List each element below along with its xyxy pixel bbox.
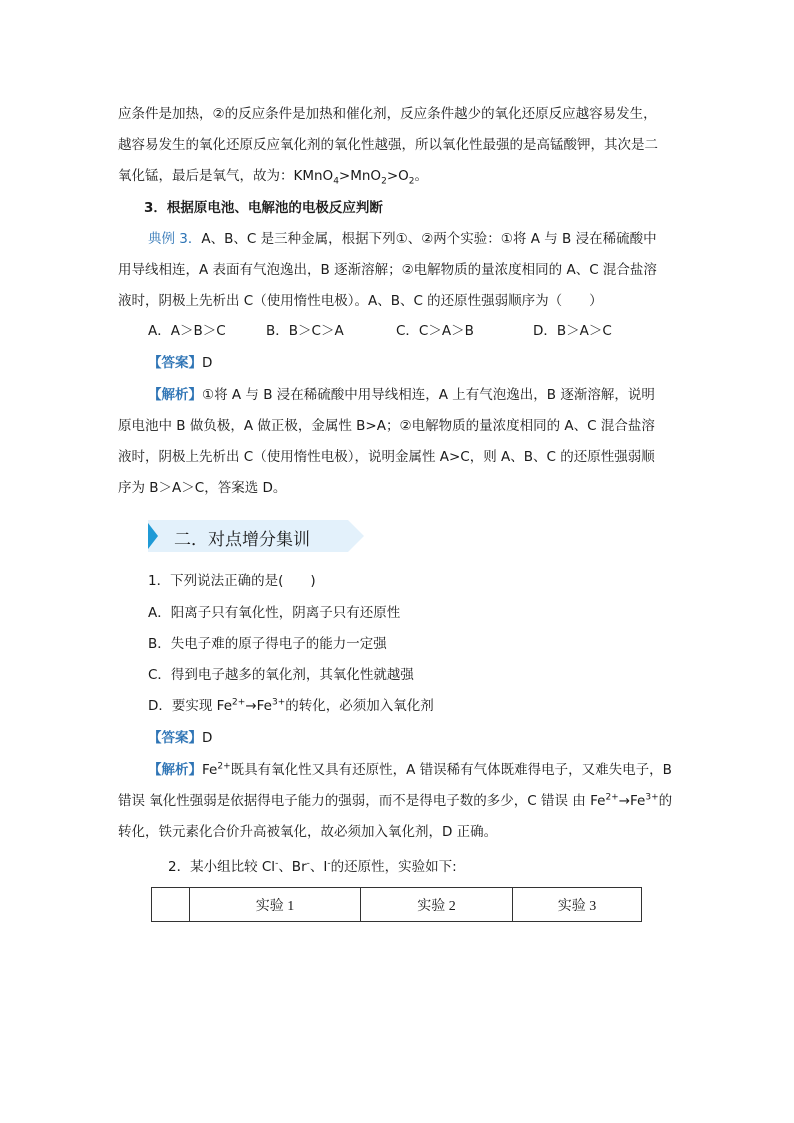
question-stem: 2．某小组比较 Cl-、Br-、I-的还原性，实验如下:: [168, 858, 457, 875]
analysis-line: 【解析】$Fe^{2+}$既具有氧化性又具有还原性，A 错误稀有气体既难得电子，又难失电子，B: [148, 761, 672, 778]
paragraph-line: 越容易发生的氧化还原反应氧化剂的氧化性越强，所以氧化性最强的是高锰酸钾，其次是二: [118, 137, 658, 153]
table-row: [152, 888, 642, 922]
analysis-line: 液时，阴极上先析出 C（使用惰性电极），说明金属性 A>C，则 A、B、C 的还原性强弱顺: [118, 449, 655, 465]
answer-label: 【答案】: [148, 355, 202, 371]
answer-line: [148, 353, 212, 373]
question-stem: 1．下列说法正确的是( ): [148, 573, 316, 589]
example-line: 用导线相连，A 表面有气泡逸出，B 逐渐溶解；②电解物质的量浓度相同的 A、C 混合盐溶: [118, 262, 657, 278]
paragraph-line: 应条件是加热，②的反应条件是加热和催化剂，反应条件越少的氧化还原反应越容易发生，: [118, 106, 657, 122]
experiment-table: [151, 887, 642, 922]
table-header-cell: 实验 3: [513, 888, 642, 922]
analysis-line: 原电池中 B 做负极，A 做正极，金属性 B>A；②电解物质的量浓度相同的 A、C 混合盐溶: [118, 418, 655, 434]
section-heading: 3．根据原电池、电解池的电极反应判断: [144, 200, 383, 216]
analysis-line: 序为 B＞A＞C，答案选 D。: [118, 480, 287, 496]
analysis-label: 【解析】: [148, 762, 202, 778]
option-a: A．A＞B＞C: [148, 323, 226, 339]
question-option-c: C．得到电子越多的氧化剂，其氧化性就越强: [148, 667, 414, 683]
table-header-cell: 实验 1: [190, 888, 361, 922]
question-option-b: B．失电子难的原子得电子的能力一定强: [148, 636, 387, 652]
answer-value: D: [202, 355, 213, 371]
paragraph-line: 氧化锰，最后是氧气，故为：$KMnO_4>MnO_2>O_2$。: [118, 168, 428, 187]
example-line: 液时，阴极上先析出 C（使用惰性电极）。A、B、C 的还原性强弱顺序为（ ）: [118, 293, 603, 309]
option-c: C．C＞A＞B: [396, 323, 474, 339]
analysis-line: 【解析】①将 A 与 B 浸在稀硫酸中用导线相连，A 上有气泡逸出，B 逐渐溶解，说明: [148, 387, 655, 403]
answer-value: D: [202, 730, 213, 746]
section-banner: [148, 520, 364, 552]
analysis-label: 【解析】: [148, 387, 202, 403]
example-line: 典例 3．A、B、C 是三种金属，根据下列①、②两个实验：①将 A 与 B 浸在稀硫酸中: [148, 231, 657, 247]
analysis-line: 转化，铁元素化合价升高被氧化，故必须加入氧化剂，D 正确。: [118, 824, 498, 840]
options-row: [148, 321, 648, 341]
question-option-d: D．要实现 $Fe^{2+}\to Fe^{3+}$的转化，必须加入氧化剂: [148, 697, 434, 714]
answer-line: [148, 728, 212, 748]
answer-label: 【答案】: [148, 730, 202, 746]
analysis-line: 错误 氧化性强弱是依据得电子能力的强弱，而不是得电子数的多少，C 错误 由 $Fe^{2+}\to Fe^{3+}$的: [118, 792, 673, 809]
option-b: B．B＞C＞A: [266, 323, 344, 339]
table-header-cell: [152, 888, 190, 922]
question-option-a: A．阳离子只有氧化性，阴离子只有还原性: [148, 605, 401, 621]
banner-title: 二．对点增分集训: [174, 530, 310, 550]
table-header-cell: 实验 2: [361, 888, 513, 922]
example-label: 典例 3．: [148, 231, 202, 247]
option-d: D．B＞A＞C: [533, 323, 612, 339]
